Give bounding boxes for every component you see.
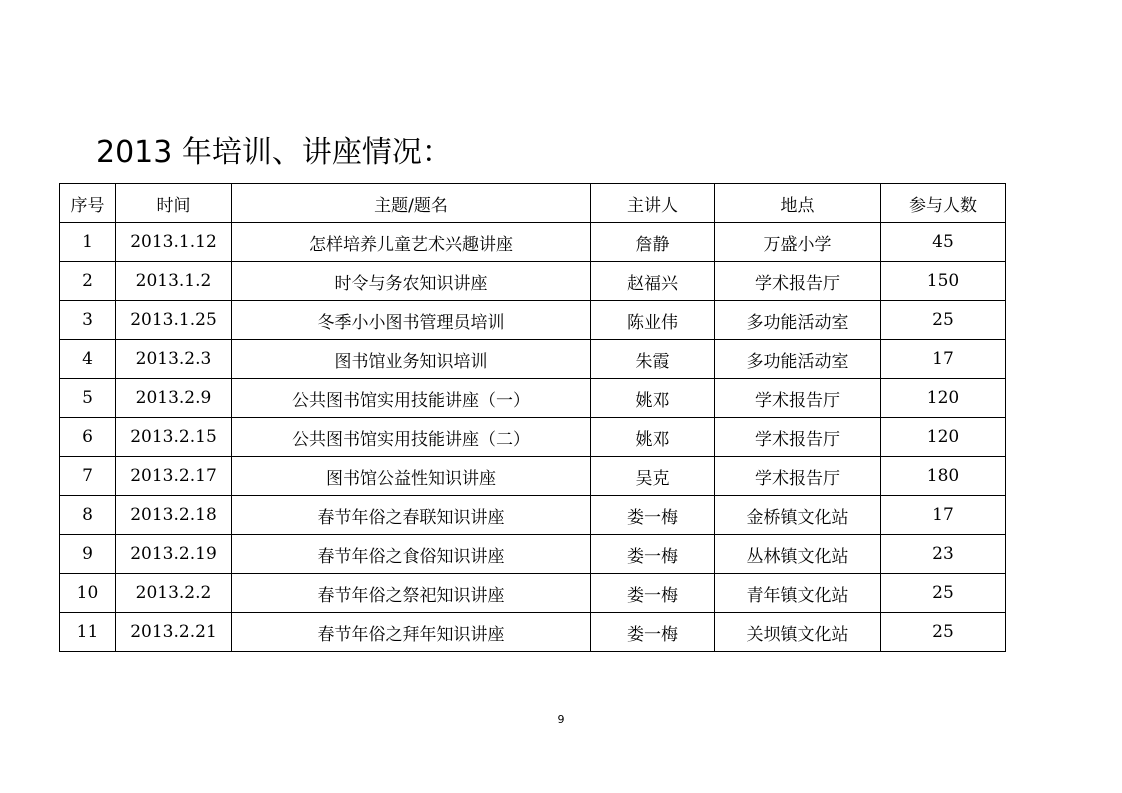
cell-date: 2013.2.19 [116,535,232,574]
cell-topic: 图书馆公益性知识讲座 [232,457,591,496]
cell-index: 5 [60,379,116,418]
cell-topic: 春节年俗之春联知识讲座 [232,496,591,535]
cell-attendance: 25 [881,301,1006,340]
table-row [60,496,1006,535]
cell-speaker: 吴克 [591,457,715,496]
cell-index: 1 [60,223,116,262]
cell-date: 2013.1.12 [116,223,232,262]
cell-topic: 春节年俗之祭祀知识讲座 [232,574,591,613]
cell-attendance: 17 [881,496,1006,535]
cell-location: 学术报告厅 [715,262,881,301]
cell-index: 4 [60,340,116,379]
table-row [60,262,1006,301]
cell-topic: 冬季小小图书管理员培训 [232,301,591,340]
cell-speaker: 娄一梅 [591,496,715,535]
training-lecture-table [59,183,1006,652]
cell-location: 金桥镇文化站 [715,496,881,535]
cell-attendance: 17 [881,340,1006,379]
cell-attendance: 45 [881,223,1006,262]
table-row [60,223,1006,262]
cell-topic: 图书馆业务知识培训 [232,340,591,379]
cell-topic: 怎样培养儿童艺术兴趣讲座 [232,223,591,262]
cell-topic: 时令与务农知识讲座 [232,262,591,301]
page-number: 9 [557,713,565,726]
cell-location: 多功能活动室 [715,340,881,379]
cell-location: 丛林镇文化站 [715,535,881,574]
cell-speaker: 娄一梅 [591,613,715,652]
table-body [60,223,1006,652]
cell-index: 2 [60,262,116,301]
cell-index: 6 [60,418,116,457]
cell-date: 2013.2.21 [116,613,232,652]
cell-attendance: 120 [881,379,1006,418]
header-date: 时间 [116,184,232,223]
cell-location: 学术报告厅 [715,379,881,418]
table-row [60,535,1006,574]
cell-topic: 公共图书馆实用技能讲座（二） [232,418,591,457]
cell-attendance: 180 [881,457,1006,496]
cell-speaker: 姚邓 [591,379,715,418]
cell-location: 多功能活动室 [715,301,881,340]
cell-date: 2013.2.18 [116,496,232,535]
cell-date: 2013.2.2 [116,574,232,613]
cell-date: 2013.2.15 [116,418,232,457]
table-row [60,418,1006,457]
cell-date: 2013.1.25 [116,301,232,340]
cell-location: 关坝镇文化站 [715,613,881,652]
cell-location: 青年镇文化站 [715,574,881,613]
table-header [60,184,1006,223]
header-index: 序号 [60,184,116,223]
header-attendance: 参与人数 [881,184,1006,223]
header-topic: 主题/题名 [232,184,591,223]
cell-speaker: 赵福兴 [591,262,715,301]
cell-index: 9 [60,535,116,574]
cell-topic: 公共图书馆实用技能讲座（一） [232,379,591,418]
cell-attendance: 150 [881,262,1006,301]
cell-speaker: 詹静 [591,223,715,262]
cell-index: 10 [60,574,116,613]
cell-speaker: 朱霞 [591,340,715,379]
cell-index: 11 [60,613,116,652]
cell-speaker: 姚邓 [591,418,715,457]
table-row [60,457,1006,496]
table-header-row [60,184,1006,223]
cell-location: 学术报告厅 [715,418,881,457]
cell-attendance: 120 [881,418,1006,457]
cell-date: 2013.2.17 [116,457,232,496]
cell-speaker: 陈业伟 [591,301,715,340]
cell-attendance: 23 [881,535,1006,574]
table-row [60,613,1006,652]
cell-attendance: 25 [881,613,1006,652]
header-location: 地点 [715,184,881,223]
cell-speaker: 娄一梅 [591,535,715,574]
table-row [60,301,1006,340]
cell-speaker: 娄一梅 [591,574,715,613]
cell-index: 7 [60,457,116,496]
cell-location: 万盛小学 [715,223,881,262]
cell-location: 学术报告厅 [715,457,881,496]
cell-date: 2013.2.3 [116,340,232,379]
table-row [60,340,1006,379]
cell-attendance: 25 [881,574,1006,613]
cell-index: 8 [60,496,116,535]
table-row [60,574,1006,613]
cell-topic: 春节年俗之拜年知识讲座 [232,613,591,652]
table-row [60,379,1006,418]
page-title: 2013 年培训、讲座情况： [96,135,452,170]
cell-index: 3 [60,301,116,340]
cell-topic: 春节年俗之食俗知识讲座 [232,535,591,574]
cell-date: 2013.1.2 [116,262,232,301]
cell-date: 2013.2.9 [116,379,232,418]
header-speaker: 主讲人 [591,184,715,223]
